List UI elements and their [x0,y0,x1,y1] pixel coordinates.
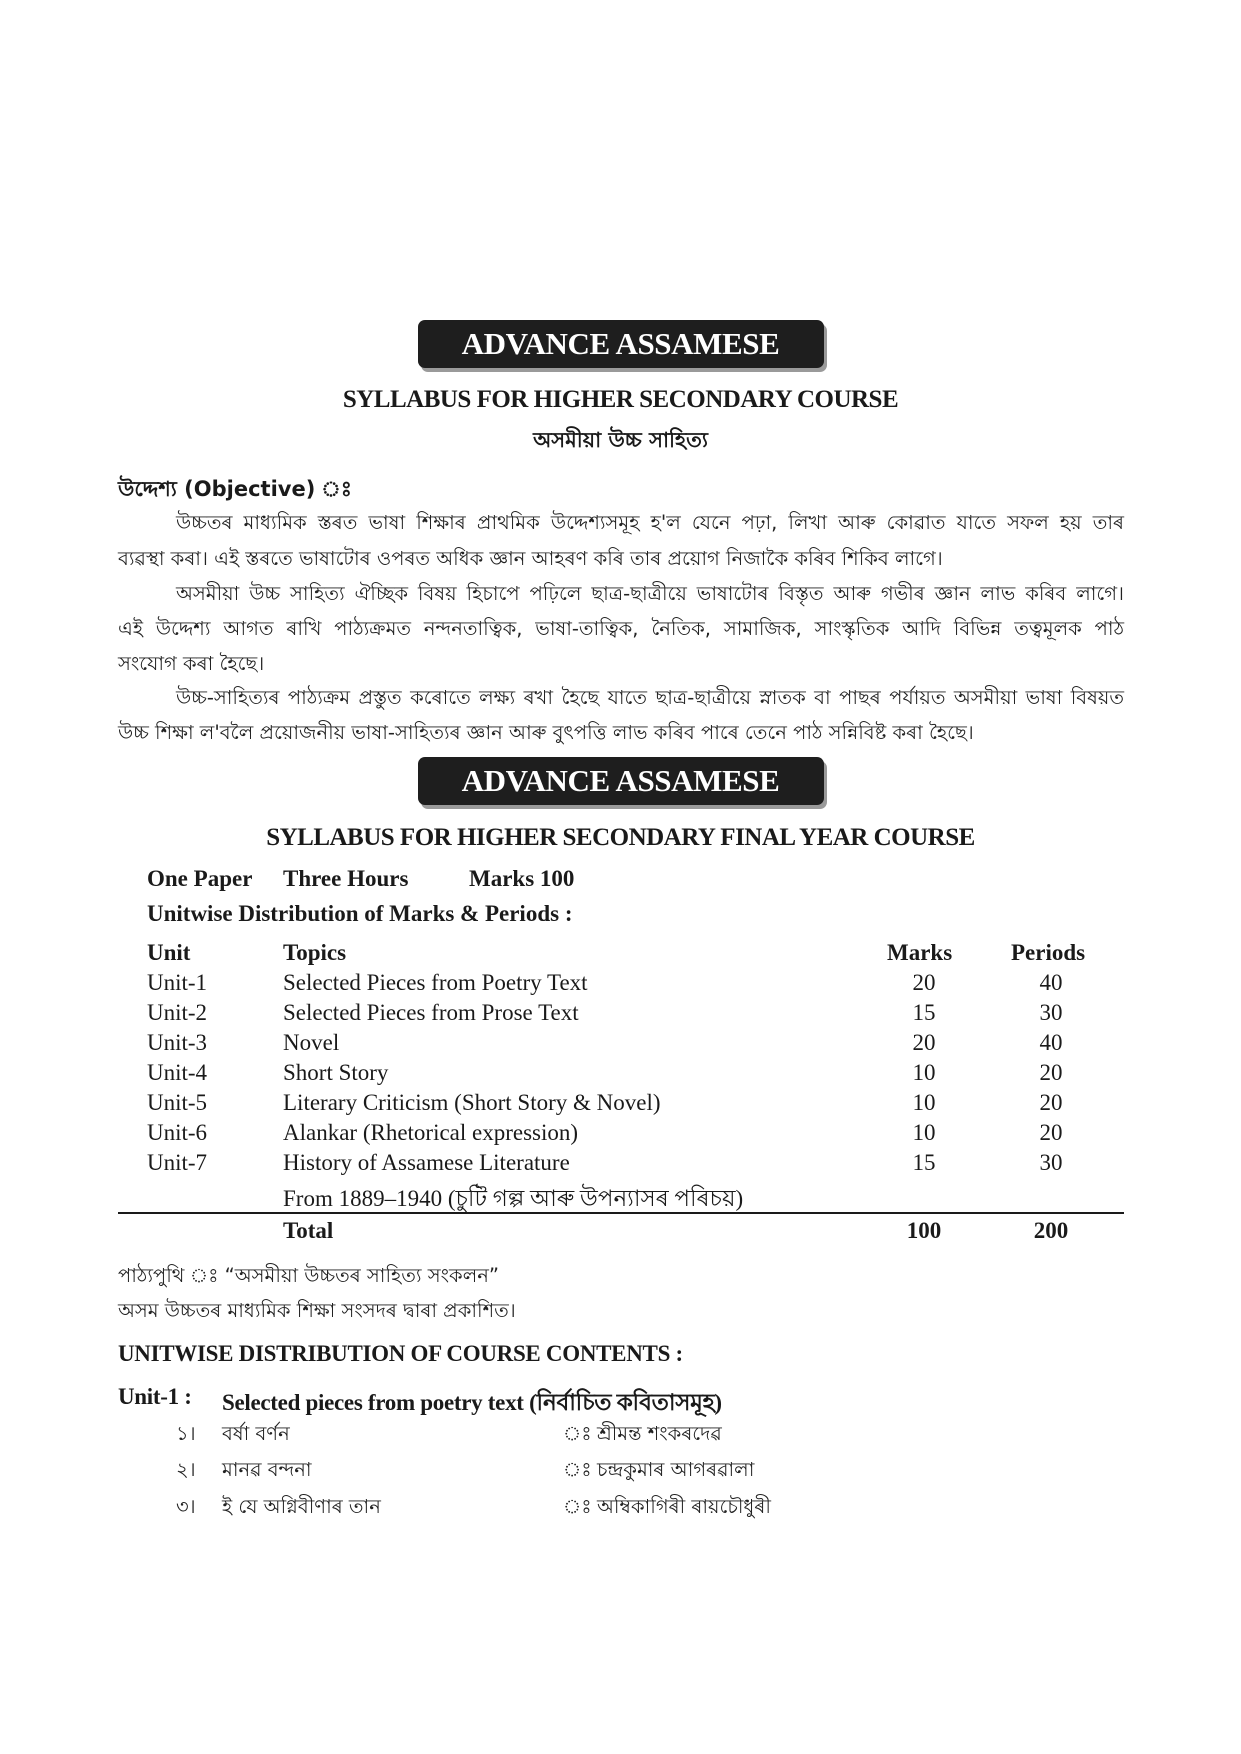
row-unit: Unit-7 [147,1150,208,1175]
row-periods: 30 [1039,1000,1063,1025]
row-marks: 10 [912,1120,936,1145]
row-topic: Alankar (Rhetorical expression) [283,1120,579,1145]
row-marks: 15 [912,1150,936,1175]
unit1-label: Unit-1 : [118,1384,192,1409]
row-marks: 20 [912,970,936,995]
objective-line: উচ্চ শিক্ষা ল'বলৈ প্ৰয়োজনীয় ভাষা-সাহিত্যৰ জ্ঞান আৰু বুৎপত্তি লাভ কৰিব পাৰে তেনে পাঠ সন্নিবিষ্ট কৰা হৈছে। [118,721,974,744]
distribution-heading: Unitwise Distribution of Marks & Periods : [147,901,573,926]
row-marks: 10 [912,1060,936,1085]
objective-line: উচ্চতৰ মাধ্যমিক স্তৰত ভাষা শিক্ষাৰ প্ৰাথমিক উদ্দেশ্যসমূহ হ'ল যেনে পঢ়া, লিখা আৰু কোৱাত যাতে সফল হয় তাৰ [176,511,1124,534]
unit1-title: Selected pieces from poetry text (নিৰ্বাচিত কবিতাসমূহ) [222,1390,722,1415]
row-periods: 20 [1039,1090,1063,1115]
poem-number: ১। [176,1422,196,1445]
row-topic: Short Story [283,1060,389,1085]
objective-line: অসমীয়া উচ্চ সাহিত্য ঐচ্ছিক বিষয় হিচাপে পঢ়িলে ছাত্ৰ-ছাত্ৰীয়ে ভাষাটোৰ বিস্তৃত আৰু গভীৰ জ্ঞান লাভ কৰিব লাগে। [176,582,1124,605]
objective-line: এই উদ্দেশ্য আগত ৰাখি পাঠ্যক্ৰমত নন্দনতাত্বিক, ভাষা-তাত্বিক, নৈতিক, সামাজিক, সাংস্কৃতিক আদি বিভিন্ন তত্বমূলক পাঠ [118,617,1124,640]
syllabus-title: SYLLABUS FOR HIGHER SECONDARY COURSE [342,386,899,413]
paper-marks: Marks 100 [469,866,575,891]
total-periods: 200 [1033,1218,1069,1243]
row-topic-continuation: From 1889–1940 (চুটি গল্প আৰু উপন্যাসৰ পৰিচয়) [283,1186,744,1211]
row-unit: Unit-6 [147,1120,208,1145]
poem-title: বৰ্ষা বৰ্ণন [222,1422,290,1445]
row-unit: Unit-2 [147,1000,208,1025]
objective-line: সংযোগ কৰা হৈছে। [118,652,265,675]
banner-advance-assamese: ADVANCE ASSAMESE [418,320,824,368]
poem-number: ৩। [176,1495,196,1518]
row-marks: 10 [912,1090,936,1115]
row-periods: 40 [1039,970,1063,995]
poem-author: চন্দ্ৰকুমাৰ আগৰৱালা [597,1458,755,1481]
paper-duration: Three Hours [283,866,409,891]
final-year-syllabus-title: SYLLABUS FOR HIGHER SECONDARY FINAL YEAR COURSE [266,824,975,851]
row-periods: 20 [1039,1060,1063,1085]
row-marks: 20 [912,1030,936,1055]
textbook-line: পাঠ্যপুথি ঃ “অসমীয়া উচ্চতৰ সাহিত্য সংকলন” [118,1264,499,1287]
poem-title: মানৱ বন্দনা [222,1458,312,1481]
poem-separator: ঃ [563,1495,592,1518]
syllabus-subtitle: অসমীয়া উচ্চ সাহিত্য [533,428,708,452]
poem-separator: ঃ [563,1422,592,1445]
row-marks: 15 [912,1000,936,1025]
publisher-line: অসম উচ্চতৰ মাধ্যমিক শিক্ষা সংসদৰ দ্বাৰা প্ৰকাশিত। [118,1299,516,1322]
objective-heading: উদ্দেশ্য (Objective) ঃ [118,477,352,501]
row-unit: Unit-4 [147,1060,208,1085]
header-periods: Periods [1011,940,1086,965]
row-unit: Unit-3 [147,1030,208,1055]
row-topic: History of Assamese Literature [283,1150,570,1175]
row-topic: Literary Criticism (Short Story & Novel) [283,1090,661,1115]
header-topics: Topics [283,940,347,965]
row-topic: Selected Pieces from Prose Text [283,1000,579,1025]
table-total-divider [118,1212,1124,1214]
header-unit: Unit [147,940,191,965]
poem-number: ২। [176,1458,196,1481]
row-topic: Selected Pieces from Poetry Text [283,970,588,995]
poem-title: ই যে অগ্নিবীণাৰ তান [222,1495,381,1518]
row-periods: 20 [1039,1120,1063,1145]
header-marks: Marks [887,940,953,965]
objective-line: উচ্চ-সাহিত্যৰ পাঠ্যক্ৰম প্ৰস্তুত কৰোতে লক্ষ্য ৰখা হৈছে যাতে ছাত্ৰ-ছাত্ৰীয়ে স্নাতক বা পাছৰ পৰ্যায়ত অসমীয়া ভাষা বিষয়ত [176,686,1124,709]
objective-line: ব্যৱস্থা কৰা। এই স্তৰতে ভাষাটোৰ ওপৰত অধিক জ্ঞান আহৰণ কৰি তাৰ প্ৰয়োগ নিজাকৈ কৰিব শিকিব লাগে। [118,547,943,570]
poem-author: অম্বিকাগিৰী ৰায়চৌধুৰী [597,1495,771,1518]
paper-count: One Paper [147,866,253,891]
poem-separator: ঃ [563,1458,592,1481]
row-periods: 30 [1039,1150,1063,1175]
course-contents-heading: UNITWISE DISTRIBUTION OF COURSE CONTENTS : [118,1341,683,1366]
row-unit: Unit-1 [147,970,208,995]
row-unit: Unit-5 [147,1090,208,1115]
total-label: Total [283,1218,334,1243]
banner-advance-assamese-final: ADVANCE ASSAMESE [418,757,824,805]
poem-author: শ্ৰীমন্ত শংকৰদেৱ [597,1422,722,1445]
total-marks: 100 [906,1218,942,1243]
row-topic: Novel [283,1030,340,1055]
row-periods: 40 [1039,1030,1063,1055]
